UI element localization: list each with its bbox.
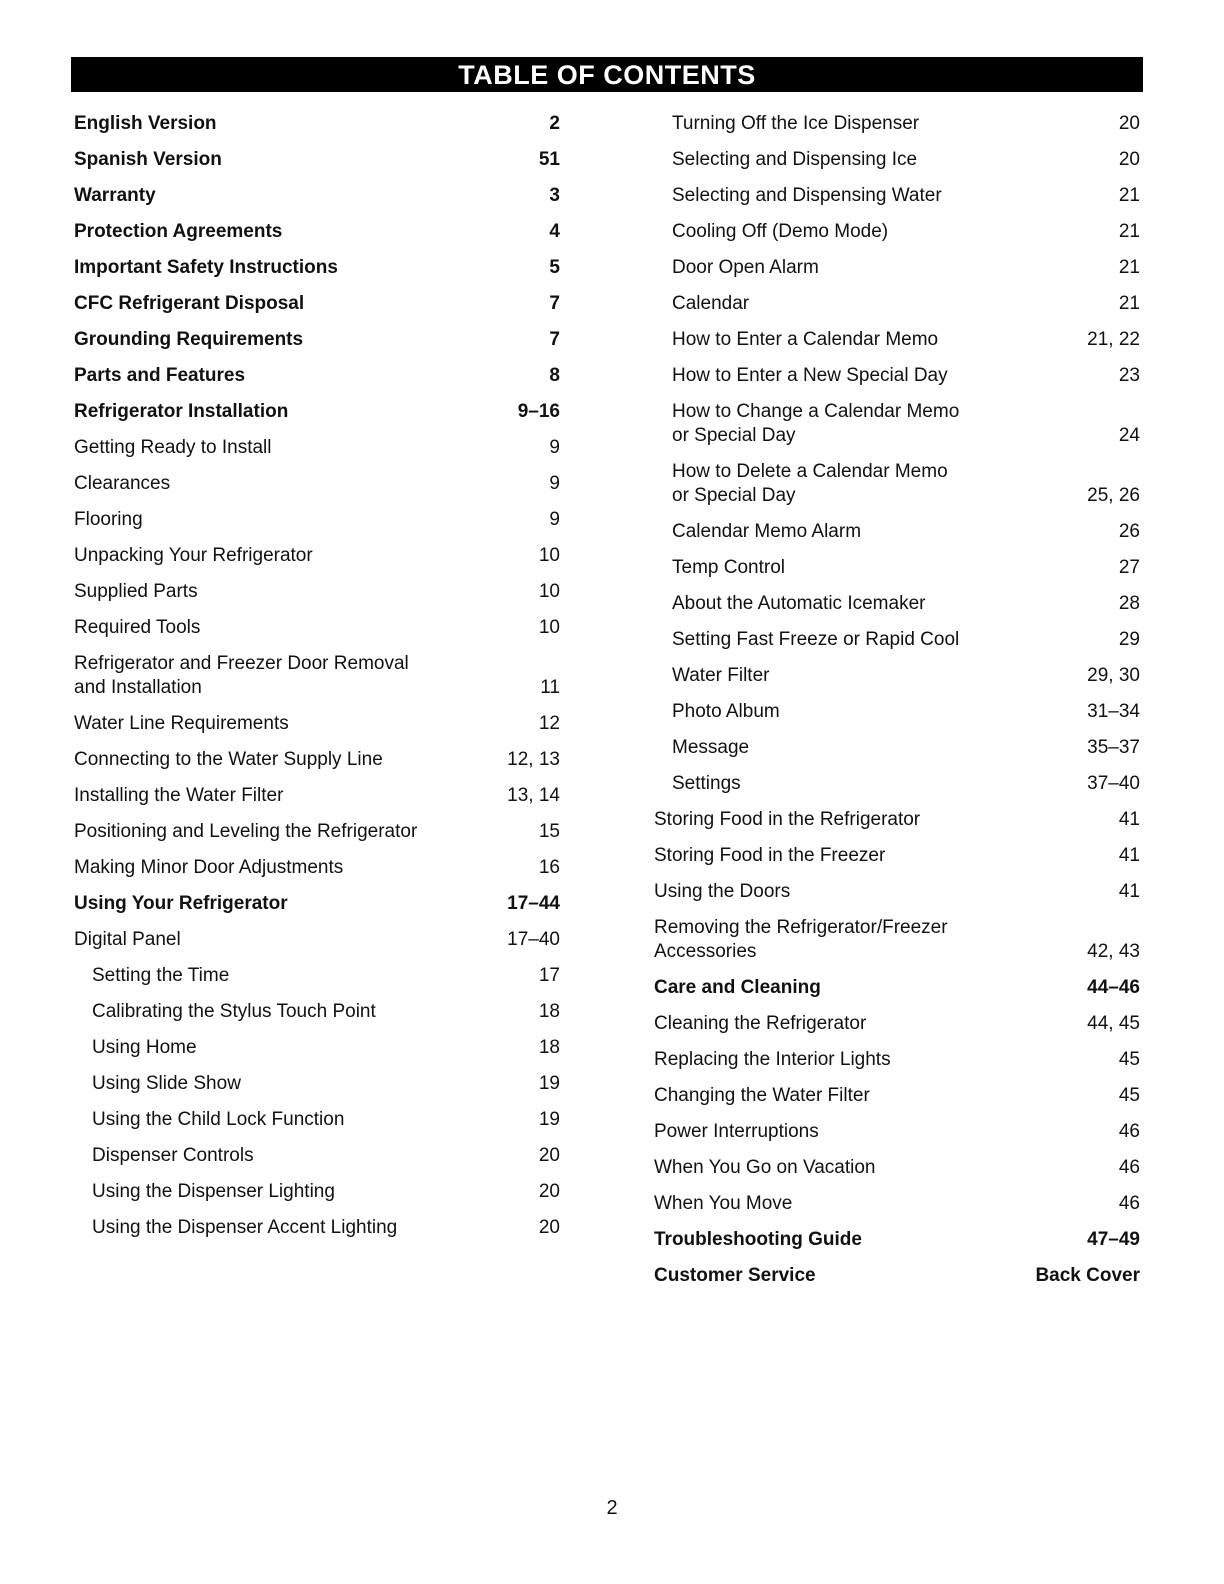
toc-entry (74, 1066, 560, 1102)
toc-entry-pages: 31–34 (1087, 701, 1140, 722)
toc-entry (74, 286, 560, 322)
toc-entry-title: Cleaning the Refrigerator (654, 1013, 867, 1034)
toc-entry-title: Supplied Parts (74, 581, 198, 602)
toc-entry-pages: 12 (538, 713, 560, 734)
page-number: 2 (606, 1497, 618, 1519)
toc-entry-pages: 46 (1118, 1121, 1140, 1142)
toc-entry (74, 1030, 560, 1066)
toc-entry-title: Grounding Requirements (74, 329, 304, 350)
toc-entry-pages: 10 (538, 581, 560, 602)
toc-entry (74, 358, 560, 394)
toc-entry (74, 538, 560, 574)
toc-entry-pages: 10 (538, 617, 560, 638)
toc-entry (654, 358, 1140, 394)
toc-entry-title: Dispenser Controls (92, 1145, 254, 1166)
toc-entry-pages: 21 (1118, 221, 1140, 242)
toc-entry-title: Selecting and Dispensing Water (672, 185, 942, 206)
toc-entry-pages: 24 (1118, 425, 1140, 446)
toc-entry (654, 970, 1140, 1006)
toc-entry-title: Using Home (92, 1037, 197, 1058)
toc-entry-title: Cooling Off (Demo Mode) (672, 221, 889, 242)
toc-entry (654, 394, 1140, 454)
toc-left-column (74, 106, 560, 1246)
toc-entry-title: Using the Dispenser Lighting (92, 1181, 335, 1202)
toc-entry-pages: 29 (1118, 629, 1140, 650)
toc-entry (74, 958, 560, 994)
toc-entry (74, 1102, 560, 1138)
toc-entry-title: Selecting and Dispensing Ice (672, 149, 918, 170)
toc-entry-title: Using the Doors (654, 881, 791, 902)
toc-entry-pages: 17 (538, 965, 560, 986)
toc-entry-title: Using Your Refrigerator (74, 893, 288, 914)
toc-right-column (654, 106, 1140, 1294)
toc-entry-pages: 26 (1118, 521, 1140, 542)
toc-entry-pages: 41 (1118, 881, 1140, 902)
toc-entry-title: Storing Food in the Refrigerator (654, 809, 921, 830)
toc-entry-pages: 46 (1118, 1193, 1140, 1214)
toc-entry (74, 466, 560, 502)
toc-entry-pages: 17–40 (507, 929, 560, 950)
toc-entry-pages: 21 (1118, 185, 1140, 206)
toc-entry-pages: 27 (1118, 557, 1140, 578)
toc-entry-pages: 20 (1118, 113, 1140, 134)
toc-entry (74, 646, 560, 706)
toc-entry-title: How to Enter a New Special Day (672, 365, 948, 386)
toc-entry-title: Setting the Time (92, 965, 230, 986)
toc-entry-pages: 9 (549, 509, 560, 530)
toc-entry-title: Parts and Features (74, 365, 246, 386)
toc-entry-pages: 4 (549, 221, 560, 242)
toc-entry-title: When You Move (654, 1193, 793, 1214)
toc-entry (654, 874, 1140, 910)
toc-entry-pages: 35–37 (1087, 737, 1140, 758)
toc-entry-title: Digital Panel (74, 929, 181, 950)
toc-entry (654, 1258, 1140, 1294)
toc-entry (74, 922, 560, 958)
toc-entry-title: How to Enter a Calendar Memo (672, 329, 939, 350)
toc-entry-pages: 7 (549, 293, 560, 314)
toc-entry (654, 658, 1140, 694)
toc-entry (74, 142, 560, 178)
toc-entry-pages: 9 (549, 473, 560, 494)
toc-entry-pages: 3 (549, 185, 560, 206)
toc-entry (74, 502, 560, 538)
toc-entry-pages: 45 (1118, 1049, 1140, 1070)
toc-entry-title: Unpacking Your Refrigerator (74, 545, 313, 566)
toc-entry-title: Getting Ready to Install (74, 437, 272, 458)
toc-entry-pages: 29, 30 (1087, 665, 1140, 686)
toc-entry (654, 1006, 1140, 1042)
toc-entry-title: Important Safety Instructions (74, 257, 338, 278)
toc-entry (74, 106, 560, 142)
toc-entry (74, 1138, 560, 1174)
toc-entry-pages: 20 (1118, 149, 1140, 170)
toc-entry-pages: 41 (1118, 845, 1140, 866)
toc-entry-title: Care and Cleaning (654, 977, 821, 998)
toc-entry-pages: 42, 43 (1087, 941, 1140, 962)
toc-entry-title: How to Delete a Calendar Memo or Special Day (672, 461, 948, 506)
toc-entry (74, 178, 560, 214)
toc-entry-pages: 47–49 (1087, 1229, 1140, 1250)
toc-entry (74, 1174, 560, 1210)
toc-entry (654, 454, 1140, 514)
toc-entry-pages: 11 (540, 677, 560, 698)
toc-entry (74, 850, 560, 886)
toc-entry-title: Temp Control (672, 557, 785, 578)
toc-entry (654, 766, 1140, 802)
toc-entry-title: Connecting to the Water Supply Line (74, 749, 383, 770)
toc-entry (654, 1150, 1140, 1186)
toc-entry-title: CFC Refrigerant Disposal (74, 293, 305, 314)
toc-entry-title: Customer Service (654, 1265, 816, 1286)
toc-entry-pages: 21 (1118, 257, 1140, 278)
toc-entry (74, 322, 560, 358)
toc-entry-pages: Back Cover (1035, 1265, 1140, 1286)
toc-entry (74, 214, 560, 250)
toc-entry (654, 286, 1140, 322)
toc-entry-title: Settings (672, 773, 741, 794)
toc-entry (74, 994, 560, 1030)
toc-entry (654, 622, 1140, 658)
toc-entry-pages: 19 (538, 1073, 560, 1094)
toc-entry-pages: 45 (1118, 1085, 1140, 1106)
toc-entry-title: Positioning and Leveling the Refrigerator (74, 821, 418, 842)
toc-entry (654, 1042, 1140, 1078)
toc-entry (654, 514, 1140, 550)
toc-entry (654, 550, 1140, 586)
toc-entry (654, 838, 1140, 874)
toc-entry-title: Warranty (74, 185, 156, 206)
toc-entry (74, 574, 560, 610)
toc-entry-title: Changing the Water Filter (654, 1085, 870, 1106)
toc-entry-pages: 5 (549, 257, 560, 278)
toc-entry-pages: 8 (549, 365, 560, 386)
toc-entry-title: Using the Dispenser Accent Lighting (92, 1217, 398, 1238)
toc-entry (654, 802, 1140, 838)
toc-entry-pages: 20 (538, 1145, 560, 1166)
toc-entry-pages: 37–40 (1087, 773, 1140, 794)
toc-entry-title: Using the Child Lock Function (92, 1109, 345, 1130)
toc-entry-title: Calibrating the Stylus Touch Point (92, 1001, 376, 1022)
toc-entry (654, 214, 1140, 250)
toc-entry-title: Clearances (74, 473, 171, 494)
toc-entry (654, 1222, 1140, 1258)
toc-entry-pages: 23 (1118, 365, 1140, 386)
toc-entry-pages: 9–16 (517, 401, 560, 422)
toc-entry-title: Water Line Requirements (74, 713, 289, 734)
toc-entry-title: Door Open Alarm (672, 257, 819, 278)
toc-entry-title: Water Filter (672, 665, 770, 686)
toc-entry (654, 322, 1140, 358)
toc-entry-title: Power Interruptions (654, 1121, 819, 1142)
toc-entry-title: Making Minor Door Adjustments (74, 857, 344, 878)
toc-entry-pages: 10 (538, 545, 560, 566)
toc-entry (74, 706, 560, 742)
toc-entry (74, 610, 560, 646)
toc-entry (654, 1114, 1140, 1150)
toc-entry-title: How to Change a Calendar Memo or Special Day (672, 401, 960, 446)
toc-entry-title: Message (672, 737, 750, 758)
toc-entry-pages: 17–44 (507, 893, 560, 914)
toc-entry (74, 250, 560, 286)
toc-entry-title: Photo Album (672, 701, 780, 722)
toc-entry-title: English Version (74, 113, 217, 134)
toc-entry-pages: 7 (549, 329, 560, 350)
toc-entry (74, 430, 560, 466)
toc-entry-title: Calendar Memo Alarm (672, 521, 862, 542)
toc-entry (74, 1210, 560, 1246)
toc-entry (74, 886, 560, 922)
toc-entry-title: Removing the Refrigerator/Freezer Accessories (654, 917, 948, 962)
toc-entry-title: About the Automatic Icemaker (672, 593, 926, 614)
toc-entry-title: Protection Agreements (74, 221, 283, 242)
toc-entry-pages: 18 (538, 1037, 560, 1058)
toc-entry (654, 1078, 1140, 1114)
toc-entry-title: Using Slide Show (92, 1073, 241, 1094)
toc-entry (654, 694, 1140, 730)
toc-entry (654, 1186, 1140, 1222)
toc-entry-title: Replacing the Interior Lights (654, 1049, 891, 1070)
toc-entry-pages: 21, 22 (1087, 329, 1140, 350)
toc-entry-title: Spanish Version (74, 149, 222, 170)
toc-entry-title: Installing the Water Filter (74, 785, 284, 806)
toc-entry (654, 142, 1140, 178)
toc-entry-pages: 46 (1118, 1157, 1140, 1178)
toc-entry (654, 910, 1140, 970)
toc-entry (74, 394, 560, 430)
toc-header: TABLE OF CONTENTS (71, 57, 1143, 92)
toc-entry-title: Setting Fast Freeze or Rapid Cool (672, 629, 960, 650)
toc-entry-title: Calendar (672, 293, 750, 314)
toc-entry-pages: 25, 26 (1087, 485, 1140, 506)
toc-entry-title: When You Go on Vacation (654, 1157, 876, 1178)
toc-entry (654, 106, 1140, 142)
toc-entry-title: Troubleshooting Guide (654, 1229, 862, 1250)
toc-entry (74, 814, 560, 850)
toc-entry (654, 250, 1140, 286)
toc-entry-title: Storing Food in the Freezer (654, 845, 886, 866)
toc-entry-pages: 41 (1118, 809, 1140, 830)
toc-entry-title: Refrigerator and Freezer Door Removal and Installation (74, 653, 409, 698)
toc-entry (654, 730, 1140, 766)
toc-entry-pages: 19 (538, 1109, 560, 1130)
toc-entry-pages: 2 (549, 113, 560, 134)
toc-entry-pages: 44, 45 (1087, 1013, 1140, 1034)
toc-entry-pages: 18 (538, 1001, 560, 1022)
toc-entry-pages: 21 (1118, 293, 1140, 314)
toc-entry-title: Refrigerator Installation (74, 401, 289, 422)
toc-entry (654, 178, 1140, 214)
toc-entry-pages: 12, 13 (507, 749, 560, 770)
toc-entry (74, 742, 560, 778)
toc-entry (74, 778, 560, 814)
toc-entry-title: Flooring (74, 509, 143, 530)
toc-entry-pages: 9 (549, 437, 560, 458)
toc-entry (654, 586, 1140, 622)
toc-entry-title: Turning Off the Ice Dispenser (672, 113, 920, 134)
toc-entry-pages: 44–46 (1087, 977, 1140, 998)
toc-entry-pages: 20 (538, 1217, 560, 1238)
toc-entry-pages: 20 (538, 1181, 560, 1202)
toc-entry-title: Required Tools (74, 617, 201, 638)
toc-entry-pages: 15 (538, 821, 560, 842)
toc-entry-pages: 28 (1118, 593, 1140, 614)
toc-entry-pages: 16 (538, 857, 560, 878)
toc-entry-pages: 51 (538, 149, 560, 170)
toc-entry-pages: 13, 14 (507, 785, 560, 806)
